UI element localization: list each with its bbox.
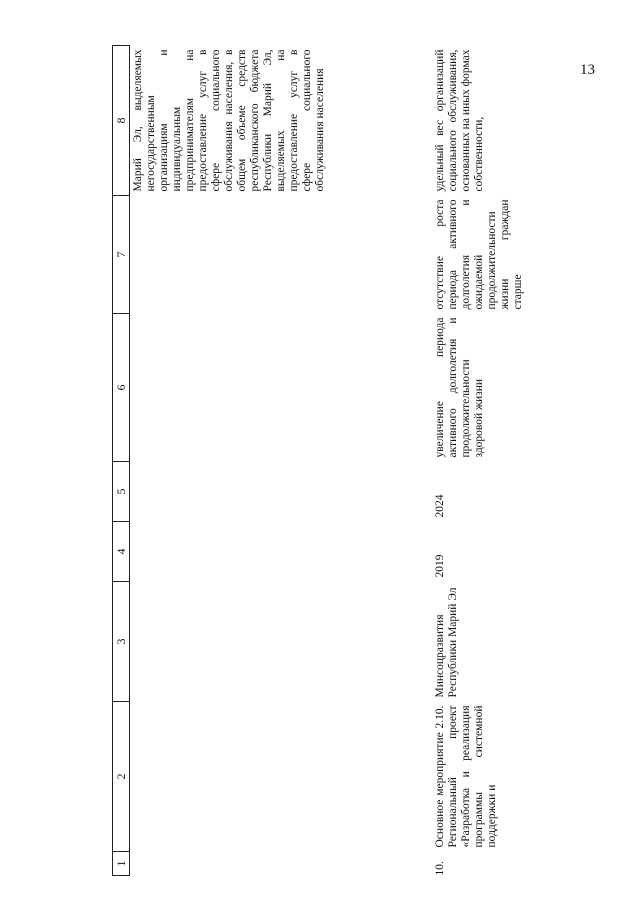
measures-table	[112, 45, 525, 876]
consequences-cell: отсутствие роста периода активного долголетия и ожидаемой продолжительности жизни граждан старше	[433, 199, 524, 310]
column-number-5: 5	[113, 462, 130, 522]
end-year-cell: 2024	[433, 494, 446, 518]
column-number-8: 8	[113, 46, 130, 196]
rotated-table-container	[112, 46, 612, 876]
column-number-row	[113, 46, 130, 876]
table-row	[432, 46, 525, 876]
page-number: 13	[580, 62, 595, 78]
indicator-cell-continued: Марий Эл, выделяемых негосударственным организациям и индивидуальным предпринимателям на предоставление услуг в сфере социального обслуживания населения, в общем объеме средств республиканского бюджета Республики Марий Эл, выделяемых на предоставление услуг в сфере социального обслуживания населения	[132, 49, 326, 192]
column-number-3: 3	[113, 582, 130, 702]
column-number-4: 4	[113, 522, 130, 582]
column-number-7: 7	[113, 196, 130, 314]
column-number-6: 6	[113, 314, 130, 462]
row-number: 10.	[433, 861, 446, 876]
event-cell: Основное мероприятие 2.10. Региональный проект «Разработка и реализация программы системной поддержки и	[433, 705, 498, 848]
column-number-1: 1	[113, 852, 130, 876]
executor-cell: Минсоцразвития Республики Марий Эл	[433, 587, 459, 698]
table-row-continued	[130, 46, 432, 876]
expected-result-cell: увеличение периода активного долголетия и продолжительности здоровой жизни	[433, 317, 485, 458]
column-number-2: 2	[113, 702, 130, 852]
indicator-cell: удельный вес организаций социального обслуживания, основанных на иных формах собственности,	[433, 49, 485, 192]
start-year-cell: 2019	[433, 554, 446, 578]
